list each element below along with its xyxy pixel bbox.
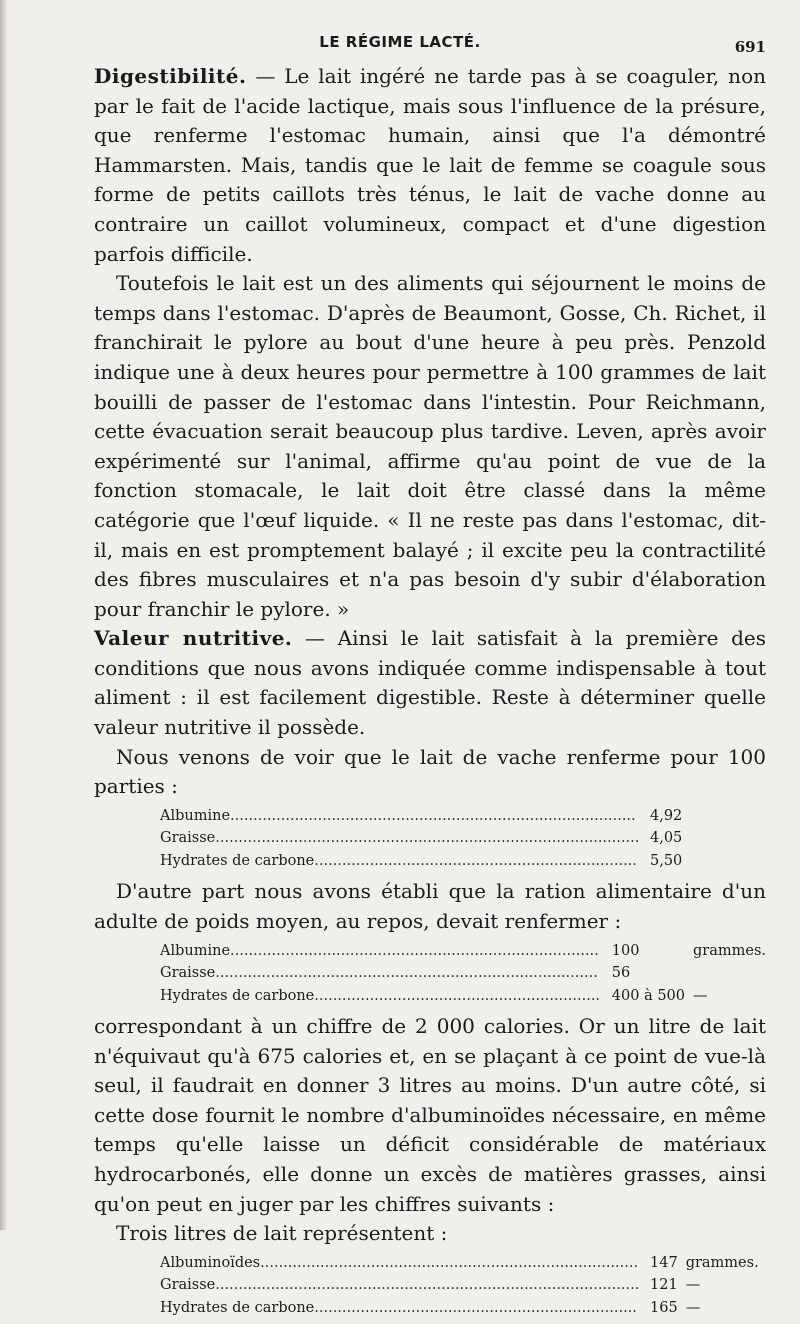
body-text — [94, 62, 766, 1324]
leader-dots: ................................................................................ — [230, 942, 599, 959]
table-row — [160, 940, 766, 963]
leader-dots: ................................................................................... — [215, 965, 598, 982]
section-heading-valeur-nutritive: Valeur nutritive. — [94, 626, 293, 651]
nutrient-value: 100 — [611, 942, 640, 959]
paragraph-evacuation: Toutefois le lait est un des aliments qui séjournent le moins de temps dans l'estomac. D'après de Beaumont, Gosse, Ch. Richet, il franchirait le pylore au bout d'une heure à peu près. Penzold indique une à deux heures pour permettre à 100 grammes de lait bouilli de passer de l'estomac dans l'intestin. Pour Reichmann, cette évacuation serait beaucoup plus tardive. Leven, après avoir expérimenté sur l'animal, affirme qu'au point de vue de la fonction stomacale, le lait doit être classé dans la même catégorie que l'œuf liquide. « Il ne reste pas dans l'estomac, dit-il, mais en est promptement balayé ; il excite peu la contractilité des fibres musculaires et n'a pas besoin d'y subir d'élaboration pour franchir le pylore. » — [94, 271, 766, 621]
row-label — [160, 1252, 650, 1275]
row-label — [160, 827, 650, 850]
table-row — [160, 1252, 759, 1275]
nutrient-value: 165 — [650, 1299, 678, 1316]
paragraph-calories: correspondant à un chiffre de 2 000 calories. Or un litre de lait n'équivaut qu'à 675 calories et, en se plaçant à ce point de vue-là seul, il faudrait en donner 3 litres au moins. D'un autre côté, si cette dose fournit le nombre d'albuminoïdes nécessaire, en même temps qu'elle laisse un déficit considérable de matériaux hydrocarbonés, elle donne un excès de matières grasses, ainsi qu'on peut en juger par les chiffres suivants : — [94, 1014, 766, 1216]
nutrient-name: Albuminoïdes — [160, 1254, 261, 1271]
paragraph-text: — Ainsi le lait satisfait à la première des conditions que nous avons indiquée comme indispensable à tout aliment : il est facilement digestible. Reste à déterminer quelle valeur nutritive il possède. — [94, 626, 767, 740]
nutrient-name: Hydrates de carbone — [160, 987, 315, 1004]
nutrient-unit: grammes. — [693, 942, 766, 959]
row-label — [160, 985, 612, 1008]
table-row — [160, 1297, 759, 1320]
nutrient-name: Graisse — [160, 830, 216, 847]
nutrient-name: Hydrates de carbone — [160, 852, 315, 869]
table-three-litres — [160, 1252, 759, 1320]
nutrient-name: Graisse — [160, 1277, 216, 1294]
paragraph-valeur — [94, 624, 766, 742]
paragraph-composition-intro: Nous venons de voir que le lait de vache renferme pour 100 parties : — [94, 744, 766, 799]
nutrient-name: Albumine — [160, 942, 231, 959]
row-label — [160, 962, 612, 985]
nutrient-value: 56 — [611, 965, 631, 982]
section-heading-digestibilite: Digestibilité. — [94, 64, 247, 88]
nutrient-value: 147 — [650, 1254, 678, 1271]
nutrient-name: Graisse — [160, 965, 216, 982]
page-edge-shadow — [0, 0, 7, 1230]
page-number: 691 — [734, 38, 766, 56]
nutrient-value: 4,05 — [650, 830, 683, 847]
nutrient-value: 121 — [650, 1277, 678, 1294]
nutrient-name: Hydrates de carbone — [160, 1299, 315, 1316]
table-row — [160, 805, 690, 828]
nutrient-unit — [693, 962, 766, 985]
table-row — [160, 962, 766, 985]
page-header — [0, 30, 800, 60]
nutrient-name: Albumine — [160, 807, 231, 824]
row-label — [160, 850, 650, 873]
table-adult-ration — [160, 940, 766, 1008]
nutrient-unit: grammes. — [685, 1254, 759, 1271]
row-label — [160, 940, 612, 963]
nutrient-unit: — — [685, 1299, 701, 1316]
table-row — [160, 985, 766, 1008]
paragraph-three-litres-intro: Trois litres de lait représentent : — [116, 1221, 448, 1246]
row-label — [160, 1274, 650, 1297]
leader-dots: ...................................................................... — [314, 852, 637, 869]
running-title: LE RÉGIME LACTÉ. — [319, 33, 481, 51]
leader-dots: ........................................................................................ — [230, 807, 636, 824]
table-row — [160, 1274, 759, 1297]
leader-dots: ...................................................................... — [314, 1299, 637, 1316]
paragraph-ration-intro: D'autre part nous avons établi que la ration alimentaire d'un adulte de poids moyen, au repos, devait renfermer : — [94, 879, 766, 933]
nutrient-unit: — — [693, 987, 708, 1004]
nutrient-value: 5,50 — [650, 852, 683, 869]
row-label — [160, 805, 650, 828]
paragraph-digestibilite — [94, 62, 766, 269]
nutrient-value: 4,92 — [650, 807, 683, 824]
paragraph-text: — Le lait ingéré ne tarde pas à se coaguler, non par le fait de l'acide lactique, mais sous l'influence de la présure, que renferme l'estomac humain, ainsi que l'a démontré Hammarsten. Mais, tandis que le lait de femme se coagule sous forme de petits caillots très ténus, le lait de vache donne au contraire un caillot volumineux, compact et d'une digestion parfois difficile. — [94, 64, 766, 266]
table-milk-composition — [160, 805, 690, 873]
table-row — [160, 850, 690, 873]
leader-dots: ............................................................................................ — [215, 1277, 640, 1294]
leader-dots: .............................................................. — [314, 987, 601, 1004]
nutrient-value: 400 à 500 — [611, 987, 685, 1004]
nutrient-unit: — — [685, 1277, 701, 1294]
leader-dots: ............................................................................................ — [215, 830, 640, 847]
table-row — [160, 827, 690, 850]
leader-dots: .................................................................................. — [260, 1254, 639, 1271]
row-label — [160, 1297, 650, 1320]
